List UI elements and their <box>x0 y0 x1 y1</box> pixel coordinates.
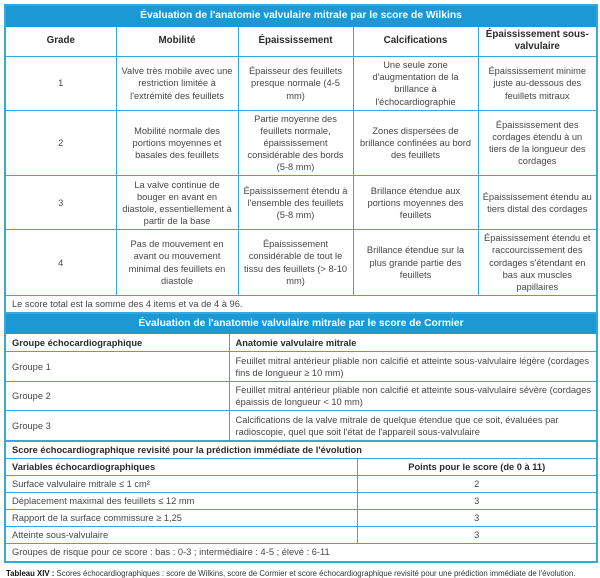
mobilite-cell: La valve continue de bouger en avant en diastole, essentiellement à partir de la base <box>116 176 238 230</box>
points-cell: 3 <box>357 510 597 527</box>
col-header-anatomie: Anatomie valvulaire mitrale <box>229 334 597 352</box>
anatomie-cell: Calcifications de la valve mitrale de quelque étendue que ce soit, évaluées par radioscopie, quel que soit l'état de l'appareil sous-valvulaire <box>229 411 597 441</box>
table-row <box>5 510 597 527</box>
points-cell: 3 <box>357 527 597 544</box>
table-row <box>5 411 597 441</box>
sous-valvulaire-cell: Épaississement étendu et raccourcissement des cordages s'étendant en bas aux muscles papillaires <box>478 230 597 295</box>
epaississement-cell: Épaississement étendu à l'ensemble des feuillets (5-8 mm) <box>238 176 353 230</box>
table-row <box>5 56 597 110</box>
table-row <box>5 476 597 493</box>
wilkins-table-title: Évaluation de l'anatomie valvulaire mitrale par le score de Wilkins <box>5 5 597 26</box>
epaississement-cell: Partie moyenne des feuillets normale, épaississement considérable des bords (5-8 mm) <box>238 110 353 175</box>
sous-valvulaire-cell: Épaississement étendu au tiers distal des cordages <box>478 176 597 230</box>
table-caption-text: Scores échocardiographiques : score de Wilkins, score de Cormier et score échocardiographique revisité pour une prédiction immédiate de l'évolution. <box>54 568 576 578</box>
wilkins-total-note: Le score total est la somme des 4 items et va de 4 à 96. <box>5 295 597 313</box>
revisite-table <box>4 440 598 563</box>
wilkins-header-row <box>5 26 597 56</box>
table-row <box>5 230 597 295</box>
table-caption <box>6 569 594 578</box>
col-header-calcifications: Calcifications <box>353 26 478 56</box>
calcifications-cell: Zones dispersées de brillance confinées au bord des feuillets <box>353 110 478 175</box>
variable-cell: Déplacement maximal des feuillets ≤ 12 mm <box>5 493 357 510</box>
groupe-cell: Groupe 2 <box>5 382 229 411</box>
mobilite-cell: Pas de mouvement en avant ou mouvement minimal des feuillets en diastole <box>116 230 238 295</box>
revisite-header-row <box>5 459 597 476</box>
table-caption-label: Tableau XIV : <box>6 568 55 578</box>
col-header-grade: Grade <box>5 26 116 56</box>
points-cell: 2 <box>357 476 597 493</box>
anatomie-cell: Feuillet mitral antérieur pliable non calcifié et atteinte sous-valvulaire sévère (cordages épaissis de longueur < 10 mm) <box>229 382 597 411</box>
variable-cell: Surface valvulaire mitrale ≤ 1 cm² <box>5 476 357 493</box>
table-row <box>5 176 597 230</box>
col-header-sous-valvulaire: Épaississement sous-valvulaire <box>478 26 597 56</box>
calcifications-cell: Brillance étendue aux portions moyennes des feuillets <box>353 176 478 230</box>
calcifications-cell: Une seule zone d'augmentation de la brillance à l'échocardiographie <box>353 56 478 110</box>
sous-valvulaire-cell: Épaississement minime juste au-dessous des feuillets mitraux <box>478 56 597 110</box>
table-row <box>5 527 597 544</box>
variable-cell: Rapport de la surface commissure ≥ 1,25 <box>5 510 357 527</box>
sous-valvulaire-cell: Épaississement des cordages étendu à un tiers de la longueur des cordages <box>478 110 597 175</box>
mobilite-cell: Mobilité normale des portions moyennes et basales des feuillets <box>116 110 238 175</box>
cormier-table-title: Évaluation de l'anatomie valvulaire mitrale par le score de Cormier <box>5 313 597 334</box>
calcifications-cell: Brillance étendue sur la plus grande partie des feuillets <box>353 230 478 295</box>
cormier-table <box>4 312 598 442</box>
grade-cell: 1 <box>5 56 116 110</box>
col-header-variables: Variables échocardiographiques <box>5 459 357 476</box>
points-cell: 3 <box>357 493 597 510</box>
cormier-header-row <box>5 334 597 352</box>
anatomie-cell: Feuillet mitral antérieur pliable non calcifié et atteinte sous-valvulaire légère (cordages fins de longueur ≥ 10 mm) <box>229 352 597 382</box>
mobilite-cell: Valve très mobile avec une restriction limitée à l'extrémité des feuillets <box>116 56 238 110</box>
table-row <box>5 382 597 411</box>
table-row <box>5 493 597 510</box>
epaississement-cell: Épaisseur des feuillets presque normale (4-5 mm) <box>238 56 353 110</box>
table-row <box>5 352 597 382</box>
col-header-mobilite: Mobilité <box>116 26 238 56</box>
col-header-points: Points pour le score (de 0 à 11) <box>357 459 597 476</box>
risk-groups-note: Groupes de risque pour ce score : bas : 0-3 ; intermédiaire : 4-5 ; élevé : 6-11 <box>5 544 597 562</box>
groupe-cell: Groupe 3 <box>5 411 229 441</box>
col-header-epaississement: Épaississement <box>238 26 353 56</box>
grade-cell: 3 <box>5 176 116 230</box>
epaississement-cell: Épaississement considérable de tout le tissu des feuillets (> 8-10 mm) <box>238 230 353 295</box>
revisite-section-title: Score échocardiographique revisité pour la prédiction immédiate de l'évolution <box>5 441 597 459</box>
table-row <box>5 110 597 175</box>
grade-cell: 4 <box>5 230 116 295</box>
variable-cell: Atteinte sous-valvulaire <box>5 527 357 544</box>
grade-cell: 2 <box>5 110 116 175</box>
col-header-groupe: Groupe échocardiographique <box>5 334 229 352</box>
groupe-cell: Groupe 1 <box>5 352 229 382</box>
wilkins-table <box>4 4 598 314</box>
